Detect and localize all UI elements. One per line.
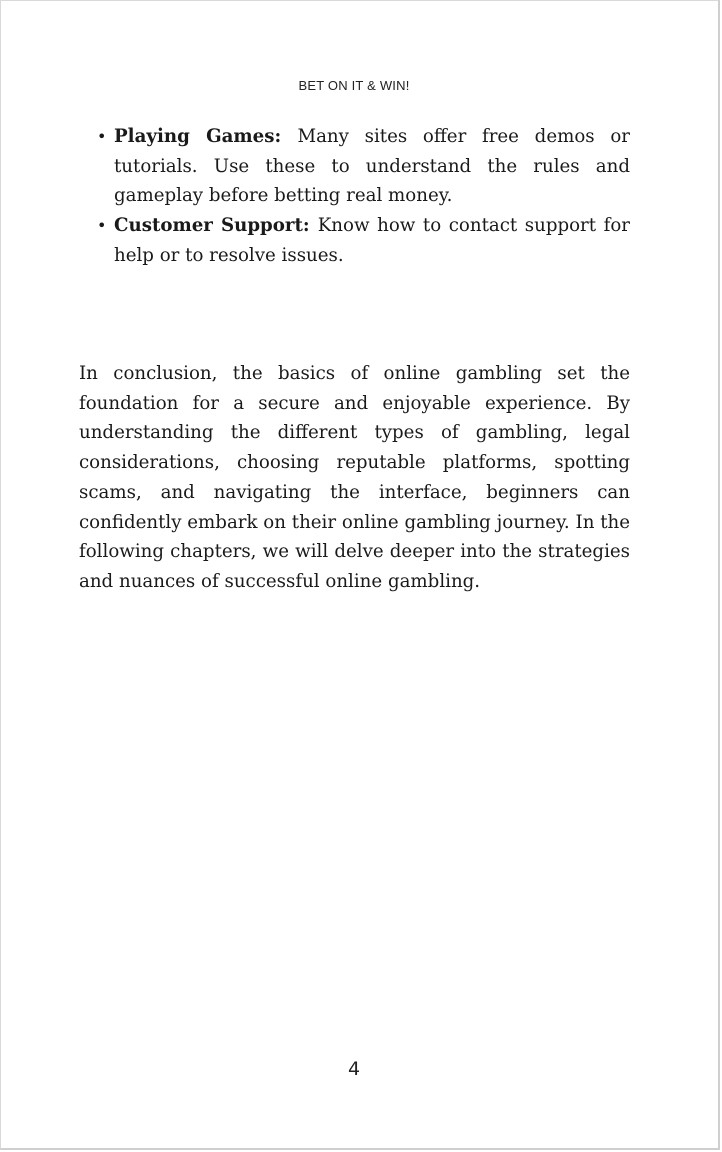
bullet-list	[97, 122, 630, 271]
page-number: 4	[347, 1058, 361, 1080]
bullet-text: Know how to contact support for help or to resolve issues.	[114, 215, 630, 266]
list-item	[97, 211, 630, 270]
bullet-icon: •	[97, 216, 107, 236]
list-item	[97, 122, 630, 211]
bullet-text: Many sites offer free demos or tutorials. Use these to understand the rules and gameplay before betting real money.	[114, 126, 630, 207]
conclusion-paragraph: In conclusion, the basics of online gambling set the foundation for a secure and enjoyable experience. By understanding the different types of gambling, legal considerations, choosing reputable platforms, spotting scams, and navigating the interface, beginners can confidently embark on their online gambling journey. In the following chapters, we will delve deeper into the strategies and nuances of successful online gambling.	[79, 363, 630, 592]
running-header: BET ON IT & WIN!	[298, 78, 410, 93]
bullet-icon: •	[97, 127, 107, 146]
bullet-term: Playing Games:	[114, 126, 298, 147]
bullet-term: Customer Support:	[114, 215, 318, 237]
